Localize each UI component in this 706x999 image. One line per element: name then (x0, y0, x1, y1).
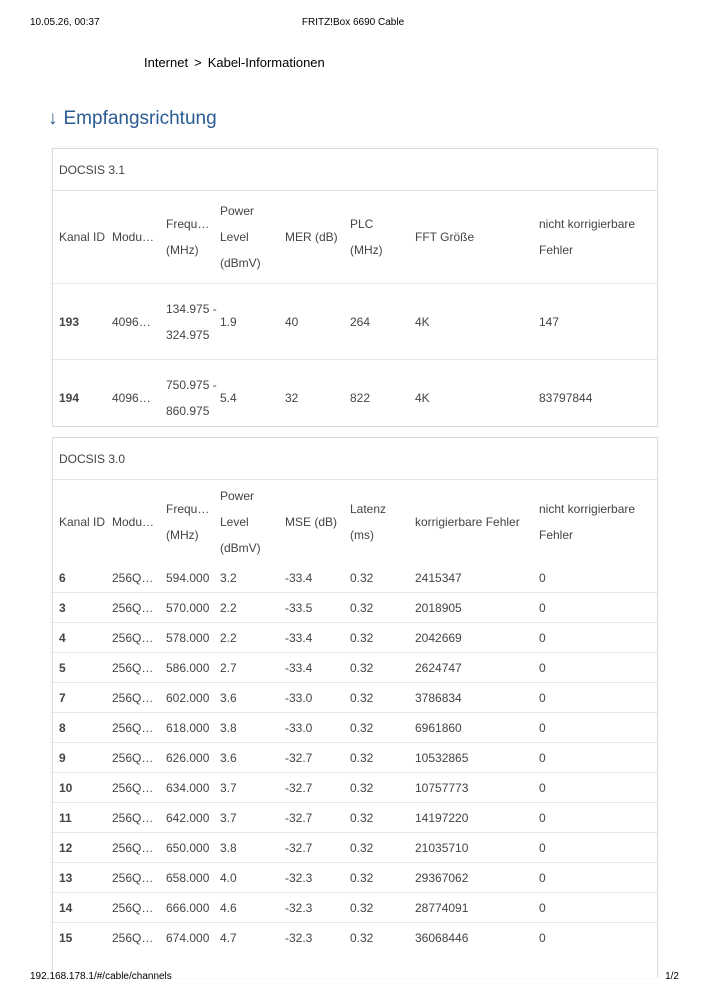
table-cell-col7: 36068446 (415, 930, 469, 945)
table-cell-channel-id: 8 (59, 720, 66, 735)
table-cell-frequency: 578.000 (166, 630, 210, 645)
table-cell-col8: 0 (539, 840, 546, 855)
table-cell-frequency: 674.000 (166, 930, 210, 945)
table-cell-col7: 3786834 (415, 690, 462, 705)
table-cell-col5: 40 (285, 314, 299, 329)
table-cell-col8: 0 (539, 570, 546, 585)
table-cell-power-level: 4.6 (220, 900, 237, 915)
table-cell-col7: 2018905 (415, 600, 462, 615)
table-cell-frequency: 618.000 (166, 720, 210, 735)
table-cell-frequency: 642.000 (166, 810, 210, 825)
table-cell-col6: 0.32 (350, 930, 374, 945)
table-cell-col5: -32.3 (285, 930, 313, 945)
table-cell-col5: -32.3 (285, 870, 313, 885)
table-cell-col5: -32.7 (285, 750, 313, 765)
table-cell-modulation: 256Q… (112, 600, 154, 615)
table-cell-frequency: 634.000 (166, 780, 210, 795)
table-cell-power-level: 2.2 (220, 600, 237, 615)
table-cell-col8: 0 (539, 660, 546, 675)
header-power-level: Power Level (dBmV) (220, 488, 261, 555)
table-cell-channel-id: 7 (59, 690, 66, 705)
table-cell-channel-id: 6 (59, 570, 66, 585)
table-cell-col6: 0.32 (350, 570, 374, 585)
table-cell-col5: 32 (285, 390, 299, 405)
table-cell-power-level: 1.9 (220, 314, 237, 329)
table-cell-channel-id: 13 (59, 870, 73, 885)
print-header (0, 0, 706, 40)
header-col8: nicht korrigierbare Fehler (539, 501, 636, 542)
table-cell-channel-id: 11 (59, 810, 72, 825)
table-cell-col7: 10532865 (415, 750, 469, 765)
table-cell-power-level: 3.8 (220, 720, 237, 735)
table-cell-power-level: 5.4 (220, 390, 237, 405)
table-cell-col6: 0.32 (350, 750, 374, 765)
table-cell-col6: 0.32 (350, 780, 374, 795)
header-frequency: Frequ… (MHz) (166, 217, 210, 257)
table-cell-channel-id: 5 (59, 660, 66, 675)
table-cell-col8: 0 (539, 810, 546, 825)
table-cell-col8: 0 (539, 690, 546, 705)
table-cell-channel-id: 3 (59, 600, 66, 615)
table-cell-modulation: 4096… (112, 314, 151, 329)
table-cell-frequency: 750.975 - 860.975 (166, 377, 217, 418)
table-cell-col7: 4K (415, 390, 430, 405)
header-modulation: Modu… (112, 514, 155, 529)
table-cell-modulation: 256Q… (112, 930, 154, 945)
table-cell-col6: 0.32 (350, 810, 374, 825)
table-cell-col7: 2415347 (415, 570, 462, 585)
docsis30-title: DOCSIS 3.0 (53, 438, 657, 480)
table-cell-channel-id: 12 (59, 840, 73, 855)
table-cell-frequency: 586.000 (166, 660, 210, 675)
table-cell-col8: 0 (539, 780, 546, 795)
table-cell-col5: -32.7 (285, 810, 313, 825)
table-cell-power-level: 2.2 (220, 630, 237, 645)
table-cell-col8: 0 (539, 750, 546, 765)
header-power-level: Power Level (dBmV) (220, 204, 261, 270)
header-col6: Latenz (ms) (350, 501, 387, 542)
table-cell-frequency: 594.000 (166, 570, 210, 585)
table-cell-power-level: 4.7 (220, 930, 237, 945)
table-cell-modulation: 4096… (112, 390, 151, 405)
table-cell-col6: 0.32 (350, 660, 374, 675)
breadcrumb-internet[interactable]: Internet (144, 55, 189, 70)
table-cell-power-level: 3.6 (220, 750, 237, 765)
table-cell-power-level: 3.8 (220, 840, 237, 855)
breadcrumb (144, 55, 325, 70)
section-title (48, 108, 217, 130)
print-datetime: 10.05.26, 00:37 (30, 17, 100, 28)
table-cell-col7: 29367062 (415, 870, 469, 885)
table-cell-modulation: 256Q… (112, 690, 154, 705)
docsis31-title: DOCSIS 3.1 (53, 149, 657, 191)
section-title-text: Empfangsrichtung (63, 108, 217, 129)
table-cell-col5: -33.4 (285, 630, 313, 645)
table-cell-col6: 0.32 (350, 900, 374, 915)
breadcrumb-separator: > (194, 55, 202, 70)
table-cell-col8: 0 (539, 900, 546, 915)
table-cell-power-level: 3.7 (220, 810, 237, 825)
table-cell-col5: -33.5 (285, 600, 313, 615)
table-cell-modulation: 256Q… (112, 630, 154, 645)
table-cell-col7: 28774091 (415, 900, 469, 915)
table-cell-modulation: 256Q… (112, 570, 154, 585)
table-cell-col7: 21035710 (415, 840, 469, 855)
breadcrumb-current: Kabel-Informationen (207, 55, 325, 70)
table-cell-col8: 0 (539, 600, 546, 615)
header-col6: PLC (MHz) (350, 217, 383, 257)
docsis31-table (53, 191, 657, 435)
table-cell-modulation: 256Q… (112, 720, 154, 735)
table-cell-frequency: 626.000 (166, 750, 210, 765)
header-channel-id: Kanal ID (59, 230, 106, 244)
table-cell-col6: 0.32 (350, 600, 374, 615)
table-cell-col7: 4K (415, 314, 430, 329)
print-title: FRITZ!Box 6690 Cable (301, 17, 405, 28)
docsis31-panel (52, 148, 658, 427)
table-cell-col5: -33.0 (285, 690, 313, 705)
table-cell-col6: 822 (350, 390, 371, 405)
table-cell-col8: 0 (539, 630, 546, 645)
table-cell-channel-id: 194 (59, 390, 80, 405)
table-cell-col8: 0 (539, 930, 546, 945)
table-cell-col5: -32.3 (285, 900, 313, 915)
table-cell-modulation: 256Q… (112, 750, 154, 765)
docsis30-panel (52, 437, 658, 978)
table-cell-col5: -32.7 (285, 780, 313, 795)
table-cell-col6: 0.32 (350, 690, 374, 705)
table-cell-col6: 0.32 (350, 630, 374, 645)
table-cell-modulation: 256Q… (112, 810, 154, 825)
table-cell-frequency: 666.000 (166, 900, 210, 915)
table-cell-col7: 14197220 (415, 810, 469, 825)
table-cell-col6: 264 (350, 314, 371, 329)
table-cell-power-level: 3.6 (220, 690, 237, 705)
table-cell-modulation: 256Q… (112, 780, 154, 795)
table-cell-modulation: 256Q… (112, 840, 154, 855)
table-cell-frequency: 570.000 (166, 600, 210, 615)
down-arrow-icon: ↓ (48, 108, 58, 129)
table-cell-col5: -33.4 (285, 570, 313, 585)
table-cell-col8: 0 (539, 870, 546, 885)
print-page: 1/2 (665, 971, 679, 982)
table-cell-power-level: 2.7 (220, 660, 237, 675)
table-cell-col5: -33.4 (285, 660, 313, 675)
header-frequency: Frequ… (MHz) (166, 501, 210, 542)
table-cell-col7: 6961860 (415, 720, 462, 735)
table-cell-col7: 10757773 (415, 780, 469, 795)
table-cell-col8: 0 (539, 720, 546, 735)
table-cell-col5: -32.7 (285, 840, 313, 855)
header-col7: FFT Größe (415, 230, 475, 244)
table-cell-power-level: 3.7 (220, 780, 237, 795)
docsis30-table (53, 480, 657, 952)
header-col5: MER (dB) (285, 230, 338, 244)
table-cell-frequency: 658.000 (166, 870, 210, 885)
table-cell-channel-id: 193 (59, 314, 80, 329)
table-cell-col7: 2624747 (415, 660, 462, 675)
table-cell-col6: 0.32 (350, 870, 374, 885)
header-modulation: Modu… (112, 230, 155, 244)
print-url: 192.168.178.1/#/cable/channels (30, 971, 172, 982)
table-cell-col6: 0.32 (350, 840, 374, 855)
table-cell-channel-id: 9 (59, 750, 66, 765)
table-cell-power-level: 4.0 (220, 870, 237, 885)
header-col7: korrigierbare Fehler (415, 514, 520, 529)
table-cell-frequency: 134.975 - 324.975 (166, 301, 217, 342)
table-cell-frequency: 602.000 (166, 690, 210, 705)
table-cell-modulation: 256Q… (112, 900, 154, 915)
table-cell-col8: 147 (539, 314, 560, 329)
table-cell-col5: -33.0 (285, 720, 313, 735)
table-cell-col7: 2042669 (415, 630, 462, 645)
table-cell-channel-id: 4 (59, 630, 66, 645)
table-cell-modulation: 256Q… (112, 660, 154, 675)
table-cell-modulation: 256Q… (112, 870, 154, 885)
header-channel-id: Kanal ID (59, 514, 106, 529)
table-cell-power-level: 3.2 (220, 570, 237, 585)
table-cell-frequency: 650.000 (166, 840, 210, 855)
table-cell-channel-id: 10 (59, 780, 73, 795)
header-col5: MSE (dB) (285, 514, 338, 529)
table-cell-col6: 0.32 (350, 720, 374, 735)
table-cell-channel-id: 14 (59, 900, 73, 915)
header-col8: nicht korrigierbare Fehler (539, 217, 636, 257)
table-cell-channel-id: 15 (59, 930, 73, 945)
print-footer (0, 968, 706, 988)
table-cell-col8: 83797844 (539, 390, 593, 405)
